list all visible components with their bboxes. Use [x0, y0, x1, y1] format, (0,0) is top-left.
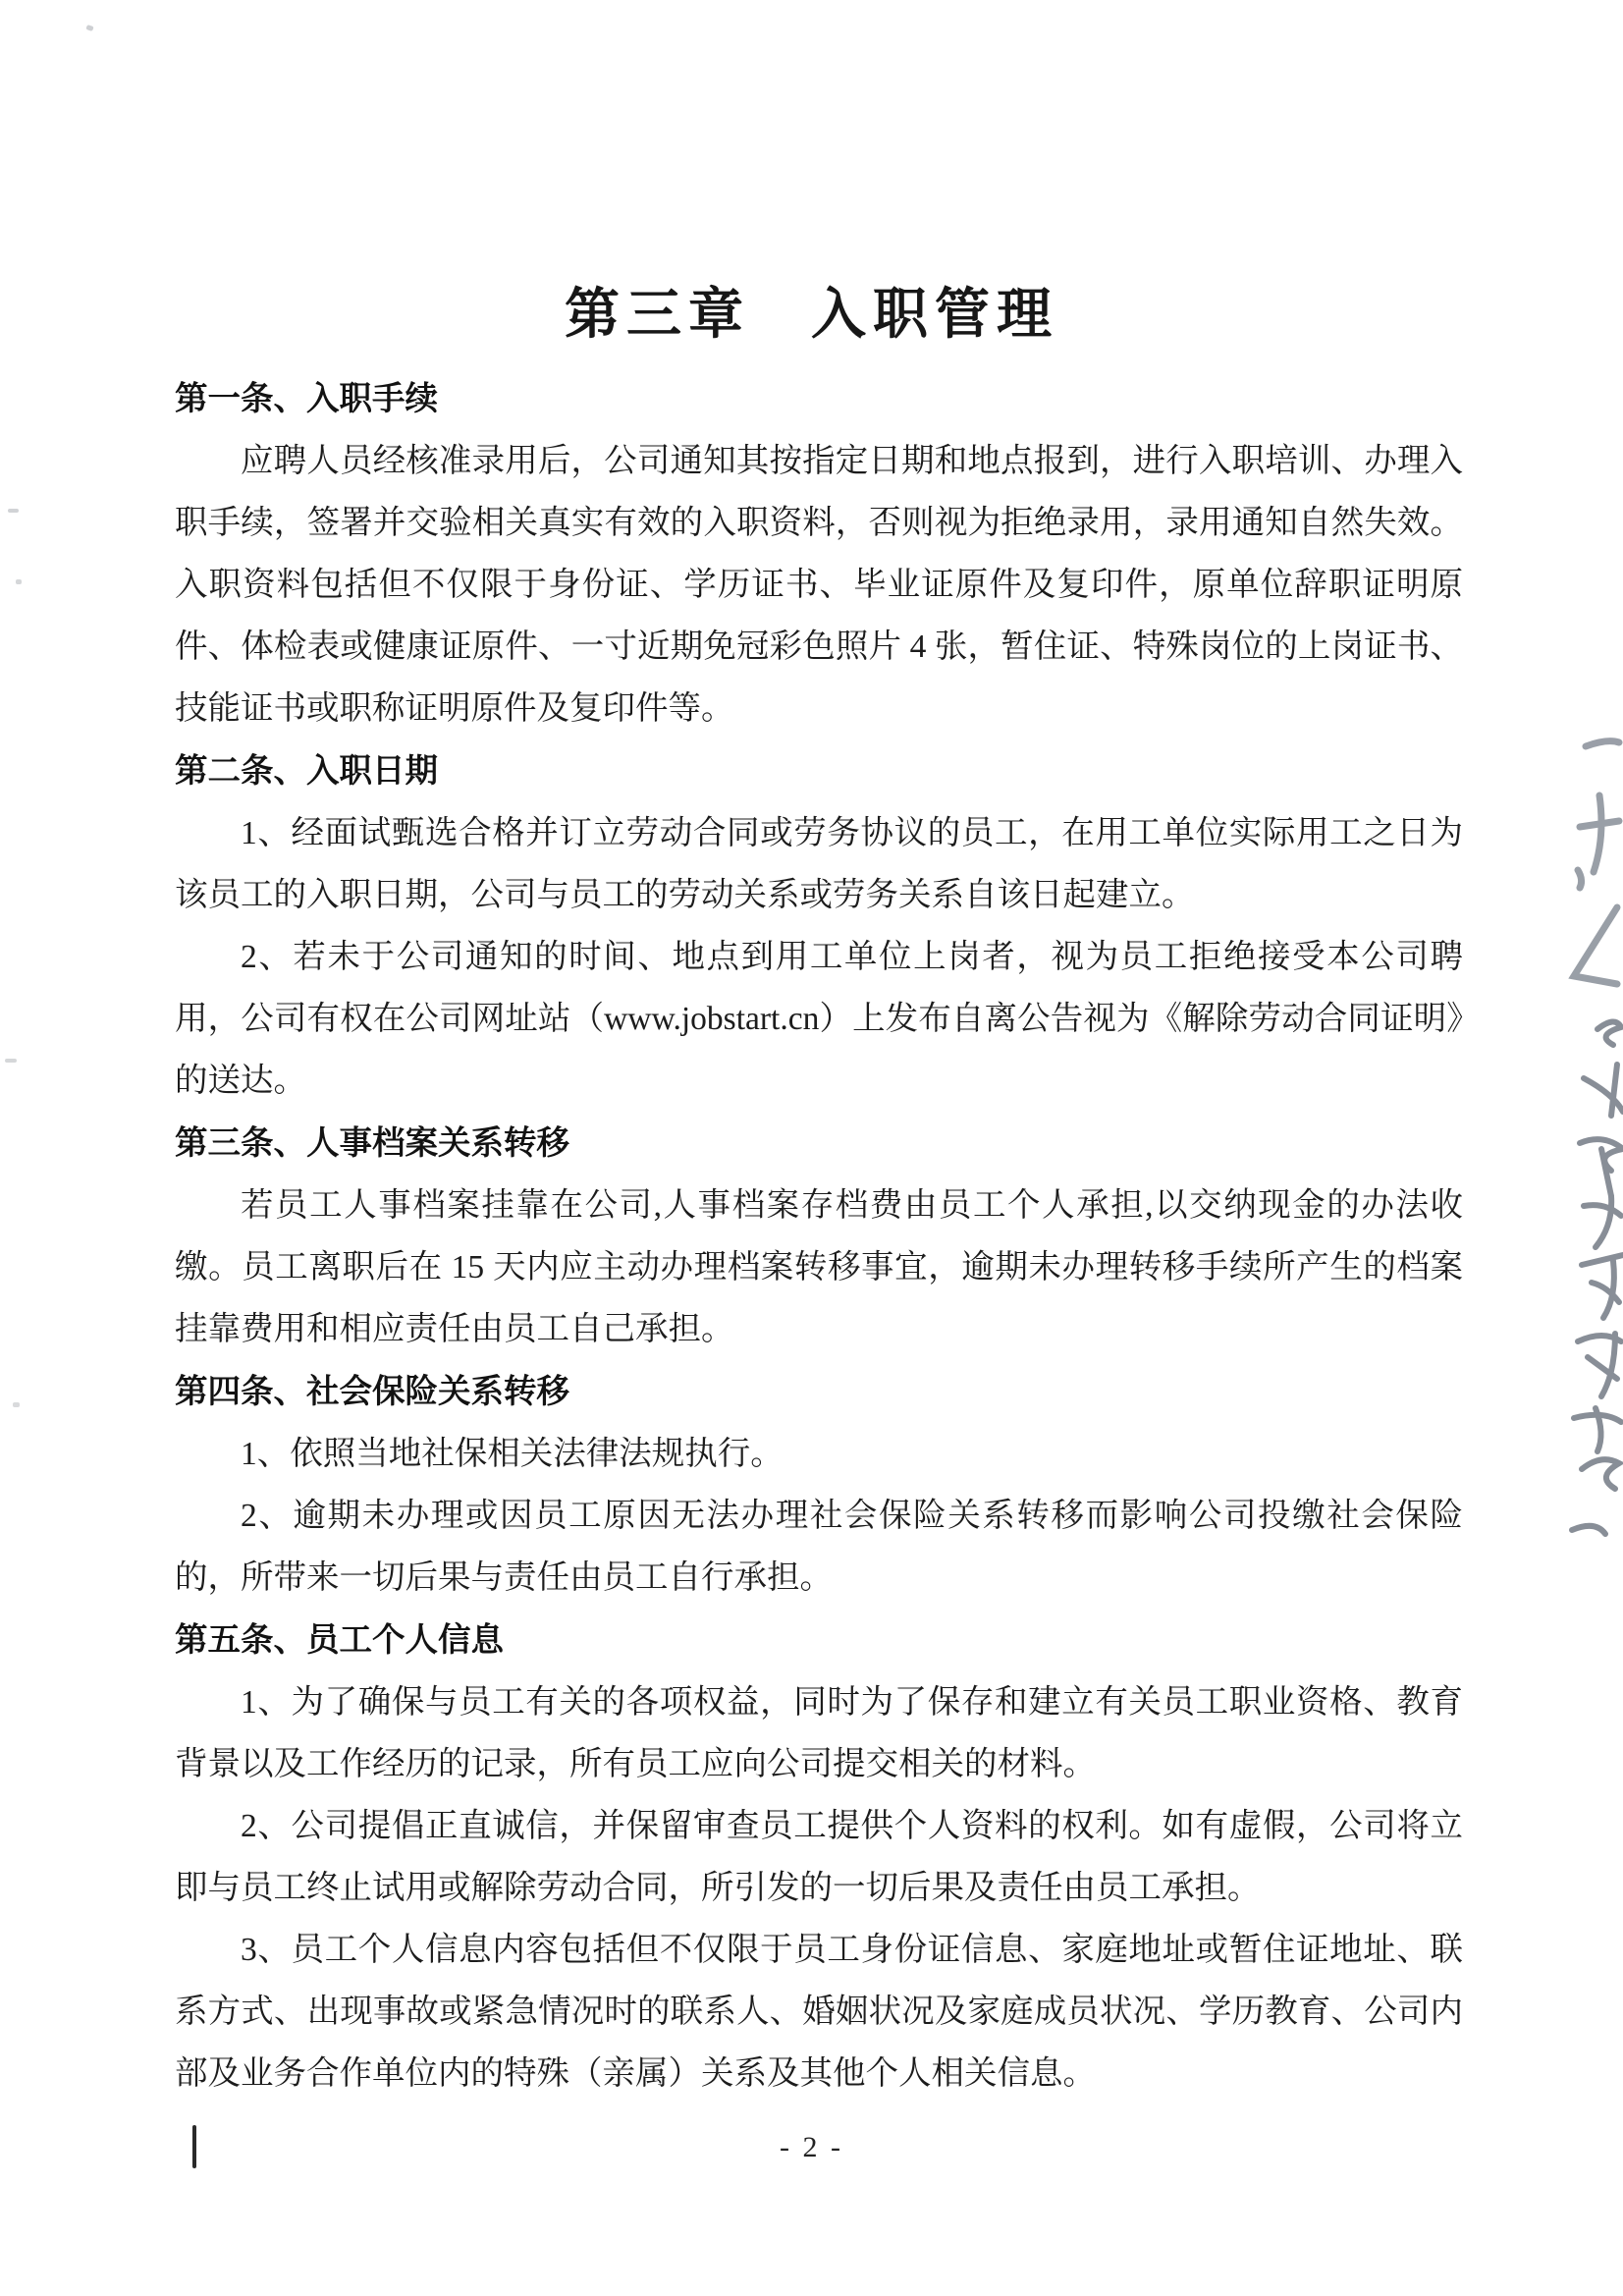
- paragraph: 应聘人员经核准录用后，公司通知其按指定日期和地点报到，进行入职培训、办理入职手续，签署并交验相关真实有效的入职资料，否则视为拒绝录用，录用通知自然失效。入职资料包括但不仅限于身份证、学历证书、毕业证原件及复印件，原单位辞职证明原件、体检表或健康证原件、一寸近期免冠彩色照片 4 张，暂住证、特殊岗位的上岗证书、技能证书或职称证明原件及复印件等。: [175, 443, 1463, 727]
- chapter-name: 入职管理: [811, 282, 1058, 345]
- scan-speck: [5, 1059, 17, 1063]
- section-heading: 第一条、入职手续: [175, 381, 438, 417]
- paragraph: 若员工人事档案挂靠在公司,人事档案存档费由员工个人承担,以交纳现金的办法收缴。员工离职后在 15 天内应主动办理档案转移事宜，逾期未办理转移手续所产生的档案挂靠费用和相应责任由员工自己承担。: [175, 1187, 1463, 1347]
- pen-tick-mark: [192, 2125, 196, 2168]
- document-body: [175, 367, 1463, 2105]
- chapter-title: [0, 271, 1623, 350]
- paragraph: 2、若未于公司通知的时间、地点到用工单位上岗者，视为员工拒绝接受本公司聘用，公司有权在公司网址站（www.jobstart.cn）上发布自离公告视为《解除劳动合同证明》的送达。: [175, 939, 1463, 1099]
- paragraph: 1、为了确保与员工有关的各项权益，同时为了保存和建立有关员工职业资格、教育背景以及工作经历的记录，所有员工应向公司提交相关的材料。: [175, 1684, 1463, 1782]
- scan-speck: [13, 1402, 20, 1407]
- chapter-number: 第三章: [565, 282, 750, 345]
- paragraph: 2、公司提倡正直诚信，并保留审查员工提供个人资料的权利。如有虚假，公司将立即与员工终止试用或解除劳动合同，所引发的一切后果及责任由员工承担。: [175, 1808, 1463, 1906]
- page-number: - 2 -: [780, 2131, 843, 2163]
- section-heading: 第四条、社会保险关系转移: [175, 1374, 569, 1410]
- handwritten-margin-note-icon: [1515, 705, 1623, 1589]
- scan-speck: [8, 509, 19, 513]
- paragraph: 1、依照当地社保相关法律法规执行。: [241, 1436, 784, 1472]
- paragraph: 1、经面试甄选合格并订立劳动合同或劳务协议的员工，在用工单位实际用工之日为该员工的入职日期，公司与员工的劳动关系或劳务关系自该日起建立。: [175, 815, 1463, 913]
- scan-speck: [16, 579, 22, 584]
- paragraph: 2、逾期未办理或因员工原因无法办理社会保险关系转移而影响公司投缴社会保险的，所带来一切后果与责任由员工自行承担。: [175, 1498, 1463, 1596]
- section-heading: 第二条、入职日期: [175, 753, 438, 790]
- paragraph: 3、员工个人信息内容包括但不仅限于员工身份证信息、家庭地址或暂住证地址、联系方式、出现事故或紧急情况时的联系人、婚姻状况及家庭成员状况、学历教育、公司内部及业务合作单位内的特殊（亲属）关系及其他个人相关信息。: [175, 1932, 1463, 2092]
- section-heading: 第三条、人事档案关系转移: [175, 1125, 569, 1162]
- section-heading: 第五条、员工个人信息: [175, 1622, 504, 1659]
- scan-speck: [85, 25, 93, 31]
